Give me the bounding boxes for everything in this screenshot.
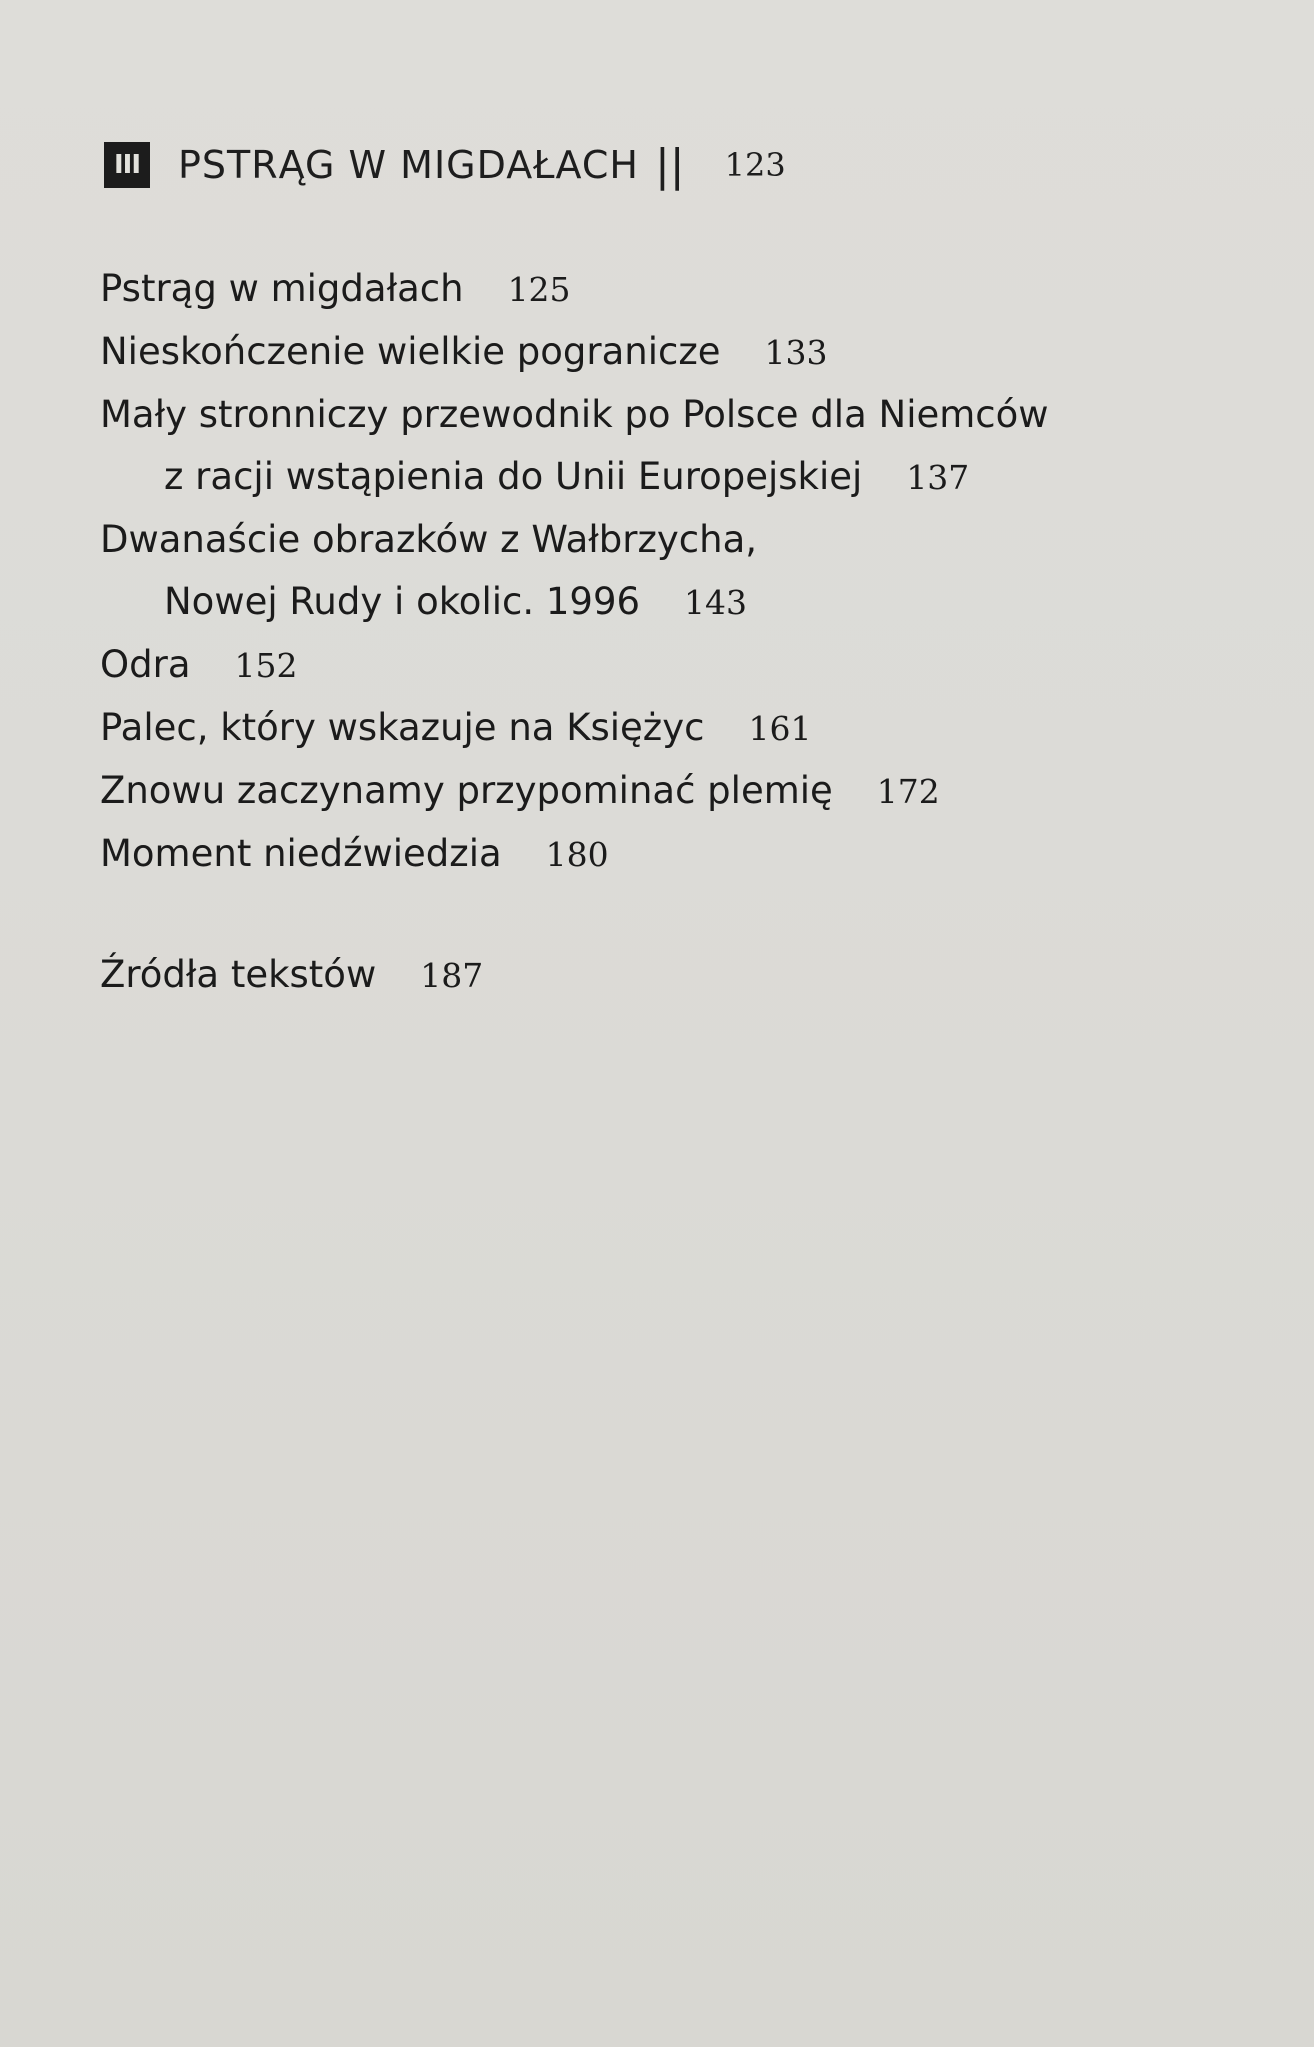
toc-entry: [100, 321, 1200, 384]
toc-entry-title: Nieskończenie wielkie pogranicze: [100, 330, 721, 373]
section-title: PSTRĄG W MIGDAŁACH: [178, 143, 639, 187]
toc-entry: [100, 509, 1200, 634]
toc-entry-title-line2: z racji wstąpienia do Unii Europejskiej: [164, 455, 863, 498]
toc-entry-continuation: [100, 446, 1200, 509]
section-header: [104, 138, 786, 192]
toc-entry-page: 187: [420, 956, 484, 995]
toc-entry-sources: [100, 944, 1200, 1007]
toc-entry: [100, 634, 1200, 697]
toc-entry-page: 143: [684, 583, 748, 622]
section-number: III: [113, 150, 141, 180]
table-of-contents: [100, 258, 1200, 1007]
toc-entry-title: Palec, który wskazuje na Księżyc: [100, 706, 705, 749]
toc-spacer: [100, 886, 1200, 944]
toc-entry: [100, 823, 1200, 886]
toc-entry-page: 161: [748, 709, 812, 748]
toc-entry: [100, 697, 1200, 760]
section-page-number: 123: [724, 146, 786, 184]
toc-entry-title: Znowu zaczynamy przypominać plemię: [100, 769, 833, 812]
section-separator: ||: [654, 139, 685, 191]
toc-entry-page: 125: [507, 270, 571, 309]
toc-entry-page: 180: [545, 835, 609, 874]
toc-entry-page: 137: [906, 458, 970, 497]
toc-entry-page: 133: [764, 333, 828, 372]
toc-entry-continuation: [100, 571, 1200, 634]
toc-entry: [100, 384, 1200, 509]
toc-entry-title-line1: Mały stronniczy przewodnik po Polsce dla Niemców: [100, 393, 1049, 436]
toc-entry-title: Moment niedźwiedzia: [100, 832, 502, 875]
toc-entry-title-line2: Nowej Rudy i okolic. 1996: [164, 580, 641, 623]
toc-entry-title: Odra: [100, 643, 191, 686]
toc-entry-page: 172: [876, 772, 940, 811]
toc-entry: [100, 258, 1200, 321]
toc-entry-title-line1: Dwanaście obrazków z Wałbrzycha,: [100, 518, 758, 561]
toc-entry-page: 152: [234, 646, 298, 685]
section-number-badge: [104, 142, 150, 188]
toc-entry: [100, 760, 1200, 823]
toc-entry-title: Źródła tekstów: [100, 953, 377, 996]
toc-entry-title: Pstrąg w migdałach: [100, 267, 464, 310]
